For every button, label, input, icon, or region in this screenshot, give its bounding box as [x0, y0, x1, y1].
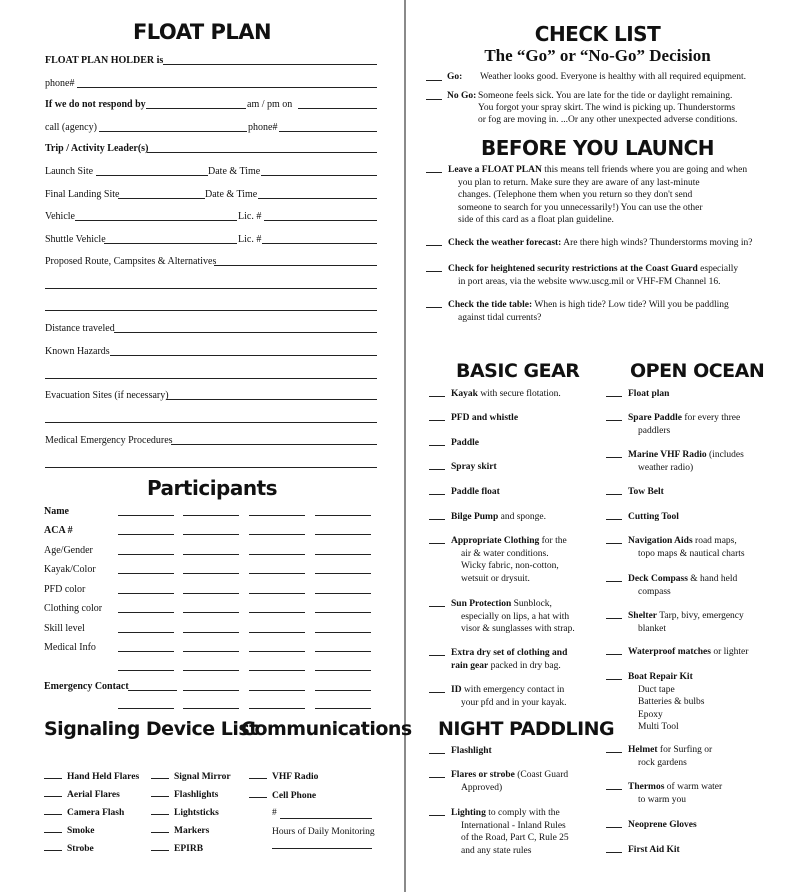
checkbox-line[interactable]	[606, 654, 622, 655]
participant-cell[interactable]	[249, 690, 305, 691]
participant-cell[interactable]	[118, 670, 174, 671]
launch-dt-field[interactable]	[261, 175, 377, 176]
participant-cell[interactable]	[183, 708, 239, 709]
vehicle-label: Vehicle	[45, 211, 75, 222]
participant-row-label: PFD color	[44, 584, 86, 595]
shuttle-lic-field[interactable]	[262, 243, 377, 244]
float-plan-title: FLOAT PLAN	[132, 20, 272, 44]
checkbox-line[interactable]	[606, 457, 622, 458]
medical-label: Medical Emergency Procedures	[45, 435, 173, 446]
participant-cell[interactable]	[118, 573, 174, 574]
signal-item[interactable]: Lightsticks	[151, 808, 219, 818]
checkbox-line[interactable]	[606, 752, 622, 753]
participant-cell[interactable]	[249, 515, 305, 516]
participant-row-label: Age/Gender	[44, 545, 93, 556]
participant-cell[interactable]	[118, 651, 174, 652]
nogo-text-3: or fog are moving in. ...Or any other unexpected adverse conditions.	[478, 115, 738, 125]
hazards-field-1[interactable]	[110, 355, 377, 356]
checklist-title: CHECK LIST	[534, 22, 661, 46]
nogo-checkbox[interactable]	[426, 91, 442, 100]
phone-field[interactable]	[77, 87, 377, 88]
participant-cell[interactable]	[183, 690, 239, 691]
go-checkbox[interactable]	[426, 72, 442, 81]
comm-number-field[interactable]	[280, 818, 372, 819]
nogo-label: No Go:	[447, 91, 477, 101]
evac-label: Evacuation Sites (if necessary)	[45, 390, 169, 401]
checkbox-line[interactable]	[429, 777, 445, 778]
participant-cell[interactable]	[315, 670, 371, 671]
participant-cell[interactable]	[315, 651, 371, 652]
participant-cell[interactable]	[183, 632, 239, 633]
communications-title: Communications	[241, 718, 412, 740]
signal-item[interactable]: Smoke	[44, 826, 94, 836]
participant-cell[interactable]	[118, 612, 174, 613]
no-respond-field[interactable]	[146, 108, 246, 109]
nogo-text-2: You forgot your spray skirt. The wind is picking up. Thunderstorms	[478, 103, 736, 113]
participant-row-label: Medical Info	[44, 642, 96, 653]
checkbox-line[interactable]	[429, 815, 445, 816]
checkbox-line[interactable]	[606, 679, 622, 680]
participant-cell[interactable]	[315, 554, 371, 555]
call-phone-field[interactable]	[279, 131, 377, 132]
participant-cell[interactable]	[249, 612, 305, 613]
checkbox-line[interactable]	[426, 245, 442, 246]
checkbox-line[interactable]	[429, 543, 445, 544]
open-ocean-title: OPEN OCEAN	[630, 360, 765, 382]
medical-field-2[interactable]	[45, 467, 377, 468]
checkbox-line[interactable]	[429, 519, 445, 520]
ampm-label: am / pm on	[247, 99, 293, 110]
call-phone-label: phone#	[248, 122, 278, 133]
comm-number-label: #	[272, 808, 277, 818]
signal-item[interactable]: Aerial Flares	[44, 790, 120, 800]
nogo-text-1: Someone feels sick. You are late for the tide or daylight remaining.	[478, 91, 733, 101]
participant-cell[interactable]	[183, 670, 239, 671]
route-field-3[interactable]	[45, 310, 377, 311]
participant-cell[interactable]	[249, 534, 305, 535]
participant-cell[interactable]	[249, 651, 305, 652]
participants-title: Participants	[146, 476, 278, 500]
participant-cell[interactable]	[315, 573, 371, 574]
evac-field-2[interactable]	[45, 422, 377, 423]
participant-row-label: Skill level	[44, 623, 85, 634]
participant-cell[interactable]	[118, 632, 174, 633]
distance-field[interactable]	[114, 332, 377, 333]
participant-row-label: ACA #	[44, 525, 73, 536]
go-label: Go:	[447, 72, 463, 82]
distance-label: Distance traveled	[45, 323, 115, 334]
participant-cell[interactable]	[183, 573, 239, 574]
checkbox-line[interactable]	[606, 396, 622, 397]
medical-field-1[interactable]	[171, 444, 377, 445]
participant-cell[interactable]	[249, 632, 305, 633]
participant-cell[interactable]	[183, 534, 239, 535]
checkbox-line[interactable]	[606, 789, 622, 790]
launch-site-label: Launch Site	[45, 166, 94, 177]
participant-cell[interactable]	[315, 534, 371, 535]
night-paddling-title: NIGHT PADDLING	[438, 718, 615, 740]
checkbox-line[interactable]	[426, 307, 442, 308]
final-site-field[interactable]	[118, 198, 205, 199]
participant-cell[interactable]	[183, 612, 239, 613]
launch-dt-label: Date & Time	[208, 166, 261, 177]
checkbox-line[interactable]	[426, 172, 442, 173]
participant-cell[interactable]	[183, 515, 239, 516]
checkbox-line[interactable]	[429, 494, 445, 495]
checkbox-line[interactable]	[429, 692, 445, 693]
hazards-field-2[interactable]	[45, 378, 377, 379]
checkbox-line[interactable]	[606, 519, 622, 520]
call-agency-field[interactable]	[99, 131, 247, 132]
participant-row-label: Kayak/Color	[44, 564, 96, 575]
participant-cell[interactable]	[315, 515, 371, 516]
participant-cell[interactable]	[249, 573, 305, 574]
checkbox-line[interactable]	[606, 494, 622, 495]
final-site-label: Final Landing Site	[45, 189, 120, 200]
signal-item[interactable]: Flashlights	[151, 790, 218, 800]
checkbox-line[interactable]	[429, 655, 445, 656]
checkbox-line[interactable]	[429, 753, 445, 754]
checkbox-line[interactable]	[429, 606, 445, 607]
participant-cell[interactable]	[118, 708, 174, 709]
launch-site-field[interactable]	[96, 175, 208, 176]
final-dt-field[interactable]	[258, 198, 377, 199]
checkbox-line[interactable]	[606, 852, 622, 853]
participant-cell[interactable]	[315, 632, 371, 633]
participant-cell[interactable]	[183, 554, 239, 555]
participant-cell[interactable]	[249, 670, 305, 671]
checkbox-line[interactable]	[429, 420, 445, 421]
holder-field[interactable]	[163, 64, 377, 65]
vehicle-lic-field[interactable]	[264, 220, 377, 221]
vehicle-field[interactable]	[75, 220, 237, 221]
participant-cell[interactable]	[249, 593, 305, 594]
participant-cell[interactable]	[249, 708, 305, 709]
comm-item[interactable]: Cell Phone	[249, 791, 316, 801]
shuttle-lic-label: Lic. #	[238, 234, 262, 245]
go-text: Weather looks good. Everyone is healthy with all required equipment.	[480, 72, 746, 82]
phone-label: phone#	[45, 78, 75, 89]
comm-item[interactable]: VHF Radio	[249, 772, 318, 782]
participant-cell[interactable]	[249, 554, 305, 555]
page-divider	[404, 0, 406, 892]
participant-row-label: Name	[44, 506, 69, 517]
participant-cell[interactable]	[118, 554, 174, 555]
respond-date-field[interactable]	[298, 108, 377, 109]
shuttle-field[interactable]	[104, 243, 237, 244]
checkbox-line[interactable]	[429, 469, 445, 470]
route-label: Proposed Route, Campsites & Alternatives	[45, 256, 217, 267]
participant-cell[interactable]	[315, 690, 371, 691]
route-field-1[interactable]	[214, 265, 377, 266]
signal-item[interactable]: Markers	[151, 826, 209, 836]
basic-gear-title: BASIC GEAR	[456, 360, 580, 382]
checkbox-line[interactable]	[606, 543, 622, 544]
checkbox-line[interactable]	[429, 396, 445, 397]
route-field-2[interactable]	[45, 288, 377, 289]
before-launch-title: BEFORE YOU LAUNCH	[480, 136, 715, 160]
decision-title: The “Go” or “No-Go” Decision	[484, 46, 711, 65]
evac-field-1[interactable]	[166, 399, 377, 400]
checkbox-line[interactable]	[606, 618, 622, 619]
leader-label: Trip / Activity Leader(s)	[45, 143, 149, 154]
signal-item[interactable]: EPIRB	[151, 844, 203, 854]
signal-item[interactable]: Camera Flash	[44, 808, 124, 818]
participant-cell[interactable]	[315, 612, 371, 613]
participant-cell[interactable]	[183, 593, 239, 594]
participant-cell[interactable]	[315, 593, 371, 594]
participant-row-label: Clothing color	[44, 603, 103, 614]
shuttle-label: Shuttle Vehicle	[45, 234, 106, 245]
checkbox-line[interactable]	[606, 420, 622, 421]
participant-cell[interactable]	[118, 515, 174, 516]
checkbox-line[interactable]	[426, 271, 442, 272]
participant-cell[interactable]	[315, 708, 371, 709]
signaling-title: Signaling Device List	[44, 718, 258, 740]
participant-row-label: Emergency Contact	[44, 681, 129, 692]
checkbox-line[interactable]	[429, 445, 445, 446]
participant-cell[interactable]	[183, 651, 239, 652]
signal-item[interactable]: Strobe	[44, 844, 94, 854]
hazards-label: Known Hazards	[45, 346, 110, 357]
leader-field[interactable]	[147, 152, 377, 153]
participant-cell[interactable]	[118, 593, 174, 594]
final-dt-label: Date & Time	[205, 189, 258, 200]
vehicle-lic-label: Lic. #	[238, 211, 262, 222]
signal-item[interactable]: Hand Held Flares	[44, 772, 139, 782]
comm-hours-label: Hours of Daily Monitoring	[272, 827, 375, 837]
call-agency-label: call (agency)	[45, 122, 97, 133]
emergency-contact-field[interactable]	[128, 690, 177, 691]
participant-cell[interactable]	[118, 534, 174, 535]
comm-hours-field[interactable]	[272, 848, 372, 849]
checkbox-line[interactable]	[606, 827, 622, 828]
no-respond-label: If we do not respond by	[45, 99, 146, 110]
signal-item[interactable]: Signal Mirror	[151, 772, 231, 782]
checkbox-line[interactable]	[606, 581, 622, 582]
holder-label: FLOAT PLAN HOLDER is	[45, 55, 164, 66]
